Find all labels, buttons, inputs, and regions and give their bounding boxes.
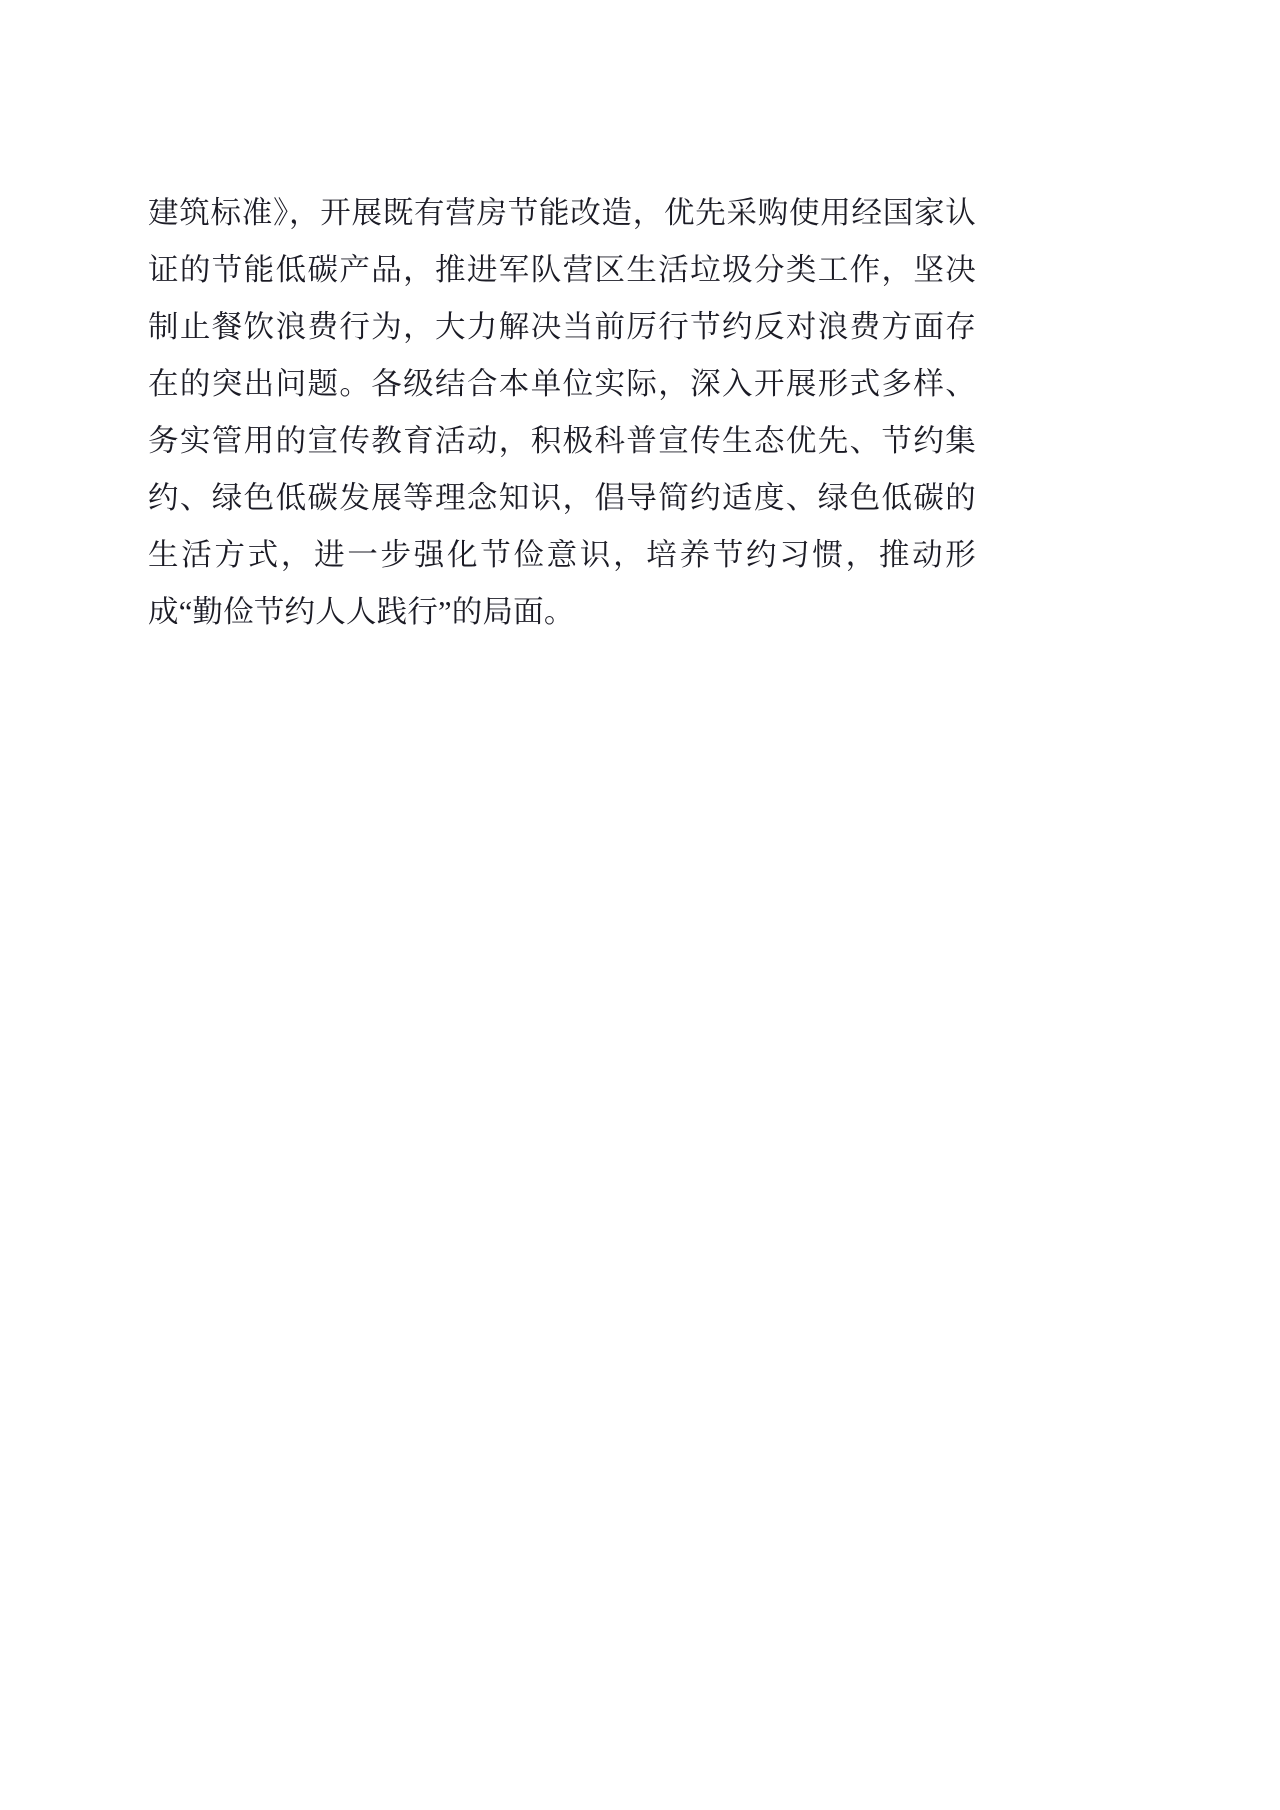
- paragraph-1: 建筑标准》，开展既有营房节能改造，优先采购使用经国家认证的节能低碳产品，推进军队营区生活垃圾分类工作，坚决制止餐饮浪费行为，大力解决当前厉行节约反对浪费方面存在的突出问题。各级结合本单位实际，深入开展形式多样、务实管用的宣传教育活动，积极科普宣传生态优先、节约集约、绿色低碳发展等理念知识，倡导简约适度、绿色低碳的生活方式，进一步强化节俭意识，培养节约习惯，推动形成“勤俭节约人人践行”的局面。: [148, 196, 976, 629]
- document-text-block: [148, 185, 976, 641]
